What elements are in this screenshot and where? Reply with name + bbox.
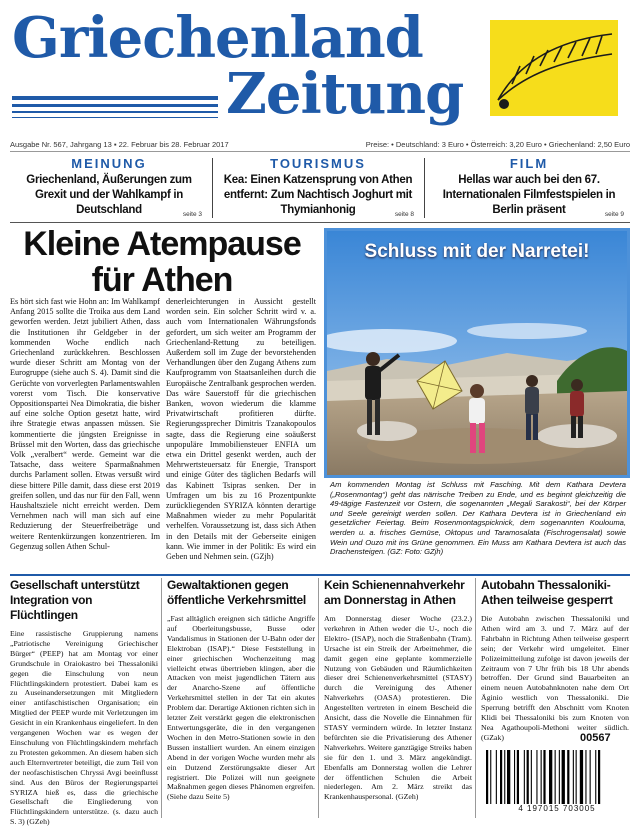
column-divider: [161, 578, 162, 818]
teaser-tourismus[interactable]: [216, 156, 420, 222]
section-rule: [10, 222, 630, 223]
teaser-page-ref: seite 3: [182, 211, 202, 218]
main-article-col2: denerleichterungen in Aussicht gestellt worden sein. Ein solcher Schritt wird v. a. auch vom Internationalen Währungsfonds gefordert, um sich weiter am Programm der Griechenland-Rettung zu beteiligen. Außerdem soll im Zuge der bevorstehenden Verhandlungen über den Zugang Athens zum Kaufprogramm von Staatsanleihen durch die Europäische Zentralbank gesprochen werden. Das wäre Sauerstoff für die griechischen Banken, wovon wiederum die klamme Privatwirtschaft profitieren dürfte. Regierungssprecher Dimitris Tzanakopoulos sagte, dass die Regierung eine soäußerst unpopuläre Immobiliensteuer ENFIA um etwa ein Drittel gesenkt werden, auch der Mehrwertsteuersatz für Energie, Transport und einige Güter des täglichen Bedarfs will das Kabinett Tsipras senken. Der in Umfragen um bis zu 16 Prozentpunkte zurückliegenden SYRIZA könnten derartige Maßnahmen wieder zu mehr Popularität verhelfen. Voraussetzung ist, dass sich Athen in den Details mit der Geberseite einigen kann. Wie immer in der Politik: Es wird ein Geben und Nehmen sein. (GZjh): [166, 297, 316, 562]
main-headline: Kleine Atempause für Athen: [23, 225, 301, 299]
teaser-page-ref: seite 8: [394, 211, 414, 218]
masthead-rule: [12, 111, 218, 113]
teaser-category: MEINUNG: [71, 156, 147, 171]
carnival-photo: [327, 231, 627, 475]
lyre-logo: [490, 20, 618, 116]
teaser-headline: Hellas war auch bei den 67. Internationalen Filmfestspielen in Berlin präsent: [442, 174, 616, 216]
teaser-category: TOURISMUS: [270, 156, 366, 171]
price-info: Preise: • Deutschland: 3 Euro • Österreich: 3,20 Euro • Griechenland: 2,50 Euro: [365, 140, 630, 149]
article-verkehrsmittel[interactable]: [167, 578, 315, 802]
article-text: „Fast alltäglich ereignen sich tätliche Angriffe auf Oberleitungsbusse, Busse oder Vandalismus in Stationen der U-Bahn oder der Elektroban (ISAP).“ Diese Feststellung in einer griechischen Wochenzeitung mag vielleicht etwas übertrieben klingen, aber die Attacken von meist jugendlichen Tätern aus der Anarcho-Szene auf öffentliche Verkehrsmittel stellen in der Tat ein akutes Problem dar. Derartige Aktionen richten sich in letzter Zeit verstärkt gegen die elektronischen Entwertungsgeräte, die in den vergangenen Wochen in den Metro-Stationen sowie in den Bussen installiert wurden. An einem einzigen Abend in der vorigen Woche wurden mehr als ein Dutzend Zerstörungsakte dieser Art registriert. Die Polizei will nun geeignete Maßnahmen gegen dieses Phänomen ergreifen. (Siehe dazu Seite 5): [167, 614, 315, 802]
issue-info: Ausgabe Nr. 567, Jahrgang 13 ▪ 22. Februar bis 28. Februar 2017: [10, 140, 229, 149]
masthead-rule: [12, 96, 218, 100]
article-fluechtlinge[interactable]: [10, 578, 158, 827]
barcode-digits: 4 197015 703005: [518, 804, 596, 813]
masthead-title-line2: Zeitung: [226, 61, 464, 127]
teaser-category: FILM: [509, 156, 549, 171]
photo-caption: Am kommenden Montag ist Schluss mit Fasching. Mit dem Kathara Devtera („Rosenmontag“) geht das närrische Treiben zu Ende, und es beginnt gleichzeitig die 49-tägige Fastenzeit vor Ostern, die sogenannten „Megali Sarakosti“, bei der Körper und Seele gereinigt werden sollen. Der Kathara Devtera ist in Griechenland ein gesetzlicher Feiertag. Beim Rosenmontagspicknick, dem sogenannten Koulouma, werden u. a. frisches Gemüse, Oktopus und Taramosalata (Fischrogensalat) sowie Wein und Ouzo mit ins Grüne genommen. Ein Muss am Kathara Devtera ist auch das Drachensteigen. (GZ: Foto: GZjh): [330, 480, 626, 557]
article-schienennahverkehr[interactable]: [324, 578, 472, 802]
article-text: Die Autobahn zwischen Thessaloniki und Athen wird am 3. und 7. März auf der Fahrbahn in Richtung Athen teilweise gesperrt sein; der Verkehr wird umgeleitet. Einer Polizeimitteilung zufolge ist davon jeweils der Zeitraum von 7 Uhr früh bis 18 Uhr abends betroffen. Der Grund sind Bauarbeiten an einem neuen Autobahnknoten nahe dem Ort Äginio westlich von Thessaloniki. Die Sperrung betrifft den Abschnitt vom Knoten Klidi bei Thessaloniki bis zum Knoten von Nea Agathoupoli-Methoni weiter südlich. (GZak): [481, 614, 629, 742]
masthead-rule: [12, 117, 218, 118]
article-headline: Kein Schienennahverkehr am Donnerstag in Athen: [324, 578, 465, 607]
barcode: [484, 750, 630, 804]
photo-title: Schluss mit der Narretei!: [364, 241, 590, 262]
article-headline: Gesellschaft unterstützt Integration von Flüchtlingen: [10, 578, 140, 622]
teaser-headline: Griechenland, Äußerungen zum Grexit und der Wahlkampf in Deutschland: [26, 174, 192, 216]
article-headline: Gewaltaktionen gegen öffentliche Verkehrsmittel: [167, 578, 306, 607]
barcode-issue-code: 00567: [580, 732, 611, 744]
column-divider: [318, 578, 319, 818]
teaser-divider: [424, 158, 425, 218]
main-article-col1: Es hört sich fast wie Hohn an: Im Wahlkampf Anfang 2015 sollte die Troika aus dem Land geworfen werden. Jetzt jubiliert Athen, dass die Institutionen ihr Geldgeber in der kommenden Woche endlich nach Griechenland zurückkehren. Beschlossen wurde dieser Schritt am Montag von der Eurogruppe (siehe auch S. 4). Damit sind die Gerüchte von vorverlegten Parlamentswahlen vorerst vom Tisch. Die konservative Oppositionspartei Nea Dimokratia, die bisher auf eine solche Option gesetzt hatte, wird ihre Strategie etwas anpassen müssen. Sie kommentierte die jüngsten Ereignisse in Brüssel mit den Worten, dass das griechische Volk „veralbert“ werde. Gemeint war die Tatsache, dass weitere Sparmaßnahmen durchs Parlament sollen. Etwas versußt wird diese bittere Pille damit, dass diese erst 2019 greifen sollen, und das nur für den Fall, wenn Haushaltsziele nicht erreicht werden. Dem Vernehmen nach will man sich auf eine Reduzierung der Steuerfreibeträge und weitere Rentenkürzungen konzentrieren. Im Gegenzug sollen Athen Schul-: [10, 297, 160, 551]
article-text: Eine rassistische Gruppierung namens „Patriotische Vereinigung Griechischer Bürger“ (PEEP) hat am Montag vor einer Grundschule in Oraiokastro bei Thessaloniki gegen die Einschulung von neun Flüchtlingskindern protestiert. Dabei kam es zu Auseinandersetzungen mit Mitgliedern einer antifaschistischen Organisation; ein Mitglied der PEEP wurde mit Verletzungen im Gesicht in ein Krankenhaus eingeliefert. In den vergangenen Wochen war es wegen der Einschulung von Flüchtlingskindern mehrfach zu Protesten gekommen. An diesem haben sich auch Elternvertreter beteiligt, die zum Teil von der neofaschistischen Chryssi Avgi beeinflusst sind. Aus den Büros der Regierungspartei SYRIZA hieß es, dass die griechische Gesellschaft die Eingliederung von Flüchtlingskindern unterstütze. (s. dazu auch S. 3) (GZeh): [10, 629, 158, 827]
teaser-divider: [212, 158, 213, 218]
article-text: Am Donnerstag dieser Woche (23.2.) verkehren in Athen weder die U-, noch die Elektro- (ISAP), noch die Straßenbahn (Tram). Ursache ist ein Streik der Arbeitnehmer, die damit gegen eine geplante kommerzielle Nutzung von Gebäuden und Räumlichkeiten dieser drei Schienenverkehrsmittel (STASY) durch die Vereinigung des Athener Nahverkehrs (OASA) protestieren. Die Angestellten vertreten in einem Bescheid die Ansicht, dass die Novelle die Einnahmen für STASY vermindern würde. In letzter Instanz befürchten sie die Privatisierung des Athener Nahverkehrs. Weitere ganztägige Streiks haben sie für den 1. und 3. März angekündigt. Ebenfalls am Donnerstag wollen die Lehrer der öffentlichen Schulen die Arbeit niederlegen. Am 2. März streikt das Krankenhauspersonal. (GZeh): [324, 614, 472, 802]
article-autobahn[interactable]: [481, 578, 629, 743]
masthead-title-line1: Griechenland: [12, 5, 423, 71]
teaser-meinung[interactable]: [10, 156, 208, 222]
teaser-headline: Kea: Einen Katzensprung von Athen entfernt: Zum Nachtisch Joghurt mit Thymianhonig: [223, 174, 413, 216]
issue-info-bar: [10, 140, 630, 152]
teaser-page-ref: seite 9: [604, 211, 624, 218]
masthead-rule: [12, 104, 218, 107]
article-headline: Autobahn Thessaloniki-Athen teilweise gesperrt: [481, 578, 613, 607]
column-divider: [475, 578, 476, 818]
section-rule: [10, 574, 630, 576]
teaser-film[interactable]: [428, 156, 630, 222]
